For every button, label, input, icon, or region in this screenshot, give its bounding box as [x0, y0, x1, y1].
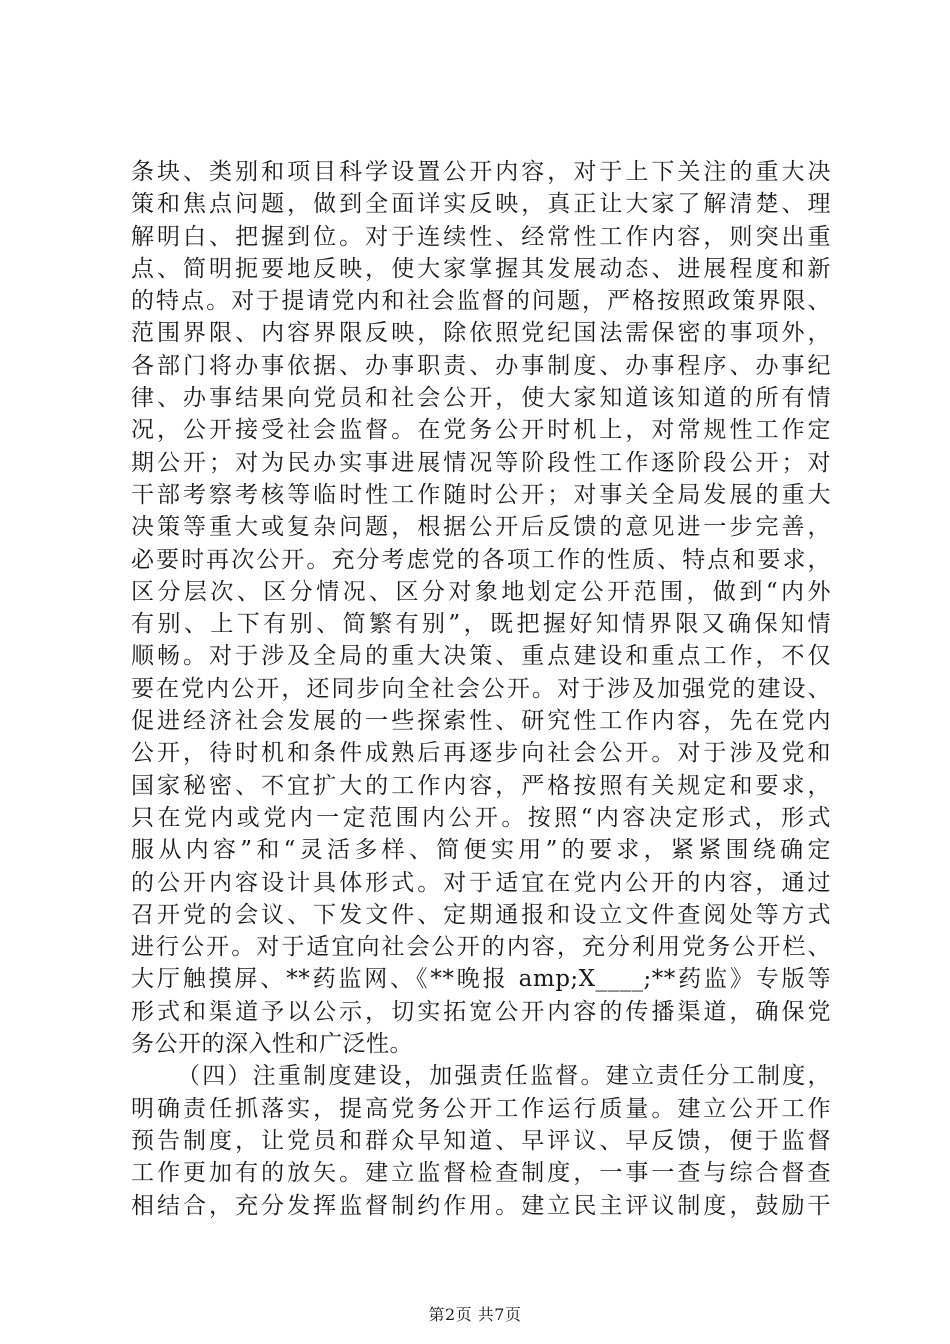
document-body — [131, 156, 831, 1222]
text-line: 召开党的会议、下发文件、定期通报和设立文件查阅处等方式 — [131, 901, 831, 928]
text-line: 公开，待时机和条件成熟后再逐步向社会公开。对于涉及党和 — [131, 740, 831, 767]
paragraph-2 — [131, 1060, 831, 1221]
text-line: 进行公开。对于适宜向社会公开的内容，充分利用党务公开栏、 — [131, 934, 831, 961]
text-line: 点、简明扼要地反映，使大家掌握其发展动态、进展程度和新 — [131, 255, 831, 282]
text-line: 范围界限、内容界限反映，除依照党纪国法需保密的事项外， — [131, 320, 831, 347]
text-line: 预告制度，让党员和群众早知道、早评议、早反馈，便于监督 — [131, 1127, 831, 1154]
text-line: 区分层次、区分情况、区分对象地划定公开范围，做到“内外 — [131, 578, 831, 605]
paragraph-1 — [131, 156, 831, 1060]
text-line: 要在党内公开，还同步向全社会公开。对于涉及加强党的建设、 — [131, 675, 831, 702]
text-line: 必要时再次公开。充分考虑党的各项工作的性质、特点和要求， — [131, 546, 831, 573]
text-line: 律、办事结果向党员和社会公开，使大家知道该知道的所有情 — [131, 385, 831, 412]
text-line: 的特点。对于提请党内和社会监督的问题，严格按照政策界限、 — [131, 288, 831, 315]
text-line: （四）注重制度建设，加强责任监督。建立责任分工制度， — [177, 1063, 831, 1090]
text-line: 相结合，充分发挥监督制约作用。建立民主评议制度，鼓励干 — [131, 1192, 831, 1219]
text-line: 国家秘密、不宜扩大的工作内容，严格按照有关规定和要求， — [131, 772, 831, 799]
page-number-footer: 第2页 共7页 — [428, 1305, 522, 1324]
text-line: 服从内容”和“灵活多样、简便实用”的要求，紧紧围绕确定 — [131, 837, 831, 864]
text-line: 期公开；对为民办实事进展情况等阶段性工作逐阶段公开；对 — [131, 449, 831, 476]
text-line: 决策等重大或复杂问题，根据公开后反馈的意见进一步完善， — [131, 514, 831, 541]
text-line: 干部考察考核等临时性工作随时公开；对事关全局发展的重大 — [131, 481, 831, 508]
text-line: 条块、类别和项目科学设置公开内容，对于上下关注的重大决 — [131, 159, 831, 185]
text-line: 促进经济社会发展的一些探索性、研究性工作内容，先在党内 — [131, 708, 831, 735]
text-line: 解明白、把握到位。对于连续性、经常性工作内容，则突出重 — [131, 223, 831, 250]
text-line: 形式和渠道予以公示，切实拓宽公开内容的传播渠道，确保党 — [131, 998, 831, 1025]
text-line: 各部门将办事依据、办事职责、办事制度、办事程序、办事纪 — [131, 352, 831, 379]
text-line: 大厅触摸屏、**药监网、《**晚报 amp;X____;**药监》专版等 — [131, 966, 831, 993]
text-line: 有别、上下有别、简繁有别”，既把握好知情界限又确保知情 — [131, 611, 831, 638]
text-line: 工作更加有的放矢。建立监督检查制度，一事一查与综合督查 — [131, 1160, 831, 1187]
text-line: 策和焦点问题，做到全面详实反映，真正让大家了解清楚、理 — [131, 191, 831, 218]
text-line: 务公开的深入性和广泛性。 — [131, 1031, 413, 1058]
text-line: 的公开内容设计具体形式。对于适宜在党内公开的内容，通过 — [131, 869, 831, 896]
text-line: 顺畅。对于涉及全局的重大决策、重点建设和重点工作，不仅 — [131, 643, 831, 670]
text-line: 况，公开接受社会监督。在党务公开时机上，对常规性工作定 — [131, 417, 831, 444]
text-line: 明确责任抓落实，提高党务公开工作运行质量。建立公开工作 — [131, 1095, 831, 1122]
text-line: 只在党内或党内一定范围内公开。按照“内容决定形式，形式 — [131, 804, 831, 831]
